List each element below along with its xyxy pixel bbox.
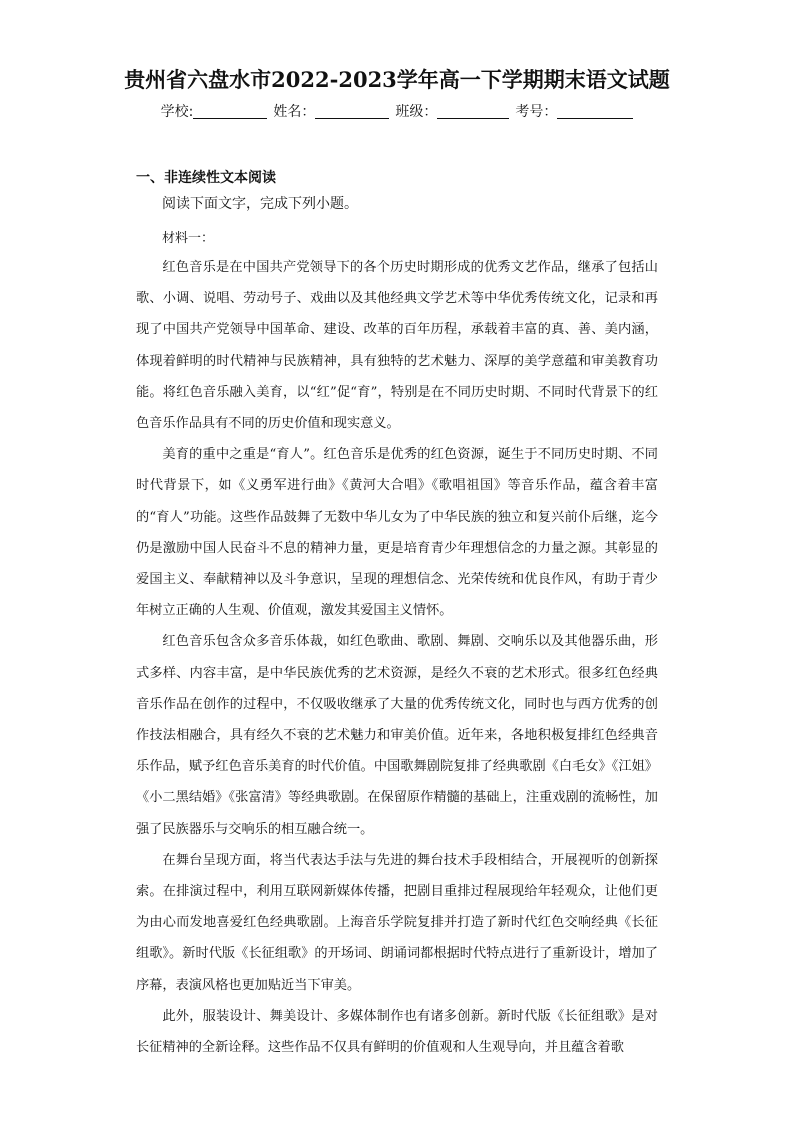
name-label: 姓名： <box>273 104 316 120</box>
paragraph: 美育的重中之重是“育人”。红色音乐是优秀的红色资源，诞生于不同历史时期、不同时代背景下，如《义勇军进行曲》《黄河大合唱》《歌唱祖国》等音乐作品，蕴含着丰富的“育人”功能。这些作品鼓舞了无数中华儿女为了中华民族的独立和复兴前仆后继，迄今仍是激励中国人民奋斗不息的精神力量，更是培育青少年理想信念的力量之源。其彰显的爱国主义、奉献精神以及斗争意识，呈现的理想信念、光荣传统和优良作风，有助于青少年树立正确的人生观、价值观，激发其爱国主义情怀。 <box>136 447 658 619</box>
class-blank <box>437 104 509 119</box>
class-label: 班级： <box>395 104 438 120</box>
paragraph: 红色音乐包含众多音乐体裁，如红色歌曲、歌剧、舞剧、交响乐以及其他器乐曲，形式多样、内容丰富，是中华民族优秀的艺术资源，是经久不衰的艺术形式。很多红色经典音乐作品在创作的过程中，不仅吸收继承了大量的优秀传统文化，同时也与西方优秀的创作技法相融合，具有经久不衰的艺术魅力和审美价值。近年来，各地积极复排红色经典音乐作品，赋予红色音乐美育的时代价值。中国歌舞剧院复排了经典歌剧《白毛女》《江姐》《小二黑结婚》《张富清》等经典歌剧。在保留原作精髓的基础上，注重戏剧的流畅性，加强了民族器乐与交响乐的相互融合统一。 <box>136 634 658 837</box>
article-body <box>136 252 658 1063</box>
paragraph: 红色音乐是在中国共产党领导下的各个历史时期形成的优秀文艺作品，继承了包括山歌、小调、说唱、劳动号子、戏曲以及其他经典文学艺术等中华优秀传统文化，记录和再现了中国共产党领导中国革命、建设、改革的百年历程，承载着丰富的真、善、美内涵，体现着鲜明的时代精神与民族精神，具有独特的艺术魅力、深厚的美学意蕴和审美教育功能。将红色音乐融入美育，以“红”促“育”，特别是在不同历史时期、不同时代背景下的红色音乐作品具有不同的历史价值和现实意义。 <box>136 260 658 432</box>
section-heading: 一、非连续性文本阅读 <box>136 170 276 186</box>
school-blank <box>193 104 267 119</box>
exam-no-label: 考号： <box>515 104 558 120</box>
exam-no-blank <box>557 104 633 119</box>
school-label: 学校: <box>160 104 194 120</box>
student-info-line <box>0 101 794 121</box>
page-title: 贵州省六盘水市2022-2023学年高一下学期期末语文试题 <box>124 67 670 92</box>
instruction-text: 阅读下面文字，完成下列小题。 <box>162 196 358 212</box>
paragraph: 此外，服装设计、舞美设计、多媒体制作也有诸多创新。新时代版《长征组歌》是对长征精神的全新诠释。这些作品不仅具有鲜明的价值观和人生观导向，并且蕴含着歌 <box>136 1008 658 1056</box>
material-label: 材料一： <box>162 231 215 246</box>
name-blank <box>315 104 389 119</box>
paragraph: 在舞台呈现方面，将当代表达手法与先进的舞台技术手段相结合，开展视听的创新探索。在排演过程中，利用互联网新媒体传播，把剧目重排过程展现给年轻观众，让他们更为由心而发地喜爱红色经典歌剧。上海音乐学院复排并打造了新时代红色交响经典《长征组歌》。新时代版《长征组歌》的开场词、朗诵词都根据时代特点进行了重新设计，增加了序幕，表演风格也更加贴近当下审美。 <box>136 852 658 993</box>
